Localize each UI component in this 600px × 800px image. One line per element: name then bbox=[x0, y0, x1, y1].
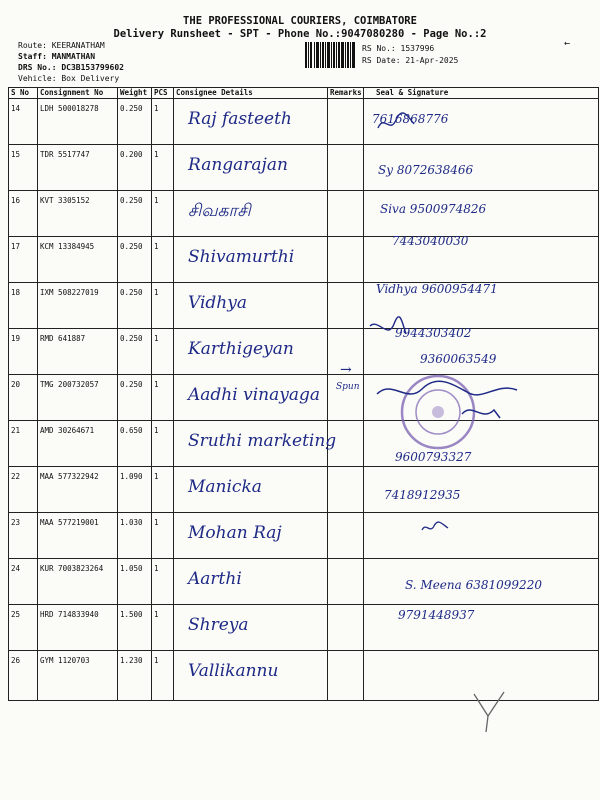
consignee-cell bbox=[174, 605, 328, 651]
remarks-cell bbox=[328, 651, 364, 701]
weight-cell: 0.200 bbox=[118, 145, 152, 191]
weight-cell: 0.250 bbox=[118, 191, 152, 237]
signature-23: 7418912935 bbox=[384, 488, 461, 502]
consignment-cell: TDR 5517747 bbox=[38, 145, 118, 191]
weight-cell: 0.650 bbox=[118, 421, 152, 467]
sno-cell: 15 bbox=[9, 145, 38, 191]
pcs-cell: 1 bbox=[152, 421, 174, 467]
consignment-cell: KCM 13384945 bbox=[38, 237, 118, 283]
remarks-cell bbox=[328, 191, 364, 237]
staff-label: Staff: MANMATHAN bbox=[18, 52, 96, 61]
sno-cell: 18 bbox=[9, 283, 38, 329]
signature-scribble-19 bbox=[368, 316, 408, 342]
pcs-cell: 1 bbox=[152, 605, 174, 651]
sno-cell: 24 bbox=[9, 559, 38, 605]
col-header: S No bbox=[9, 88, 38, 99]
consignee-cell bbox=[174, 237, 328, 283]
consignment-cell: RMD 641887 bbox=[38, 329, 118, 375]
table-header-row bbox=[9, 88, 599, 99]
remarks-cell bbox=[328, 559, 364, 605]
consignee-name: சிவகாசி bbox=[188, 201, 251, 221]
pcs-cell: 1 bbox=[152, 329, 174, 375]
consignee-name: Rangarajan bbox=[188, 155, 288, 175]
consignee-cell bbox=[174, 559, 328, 605]
route-label: Route: KEERANATHAM bbox=[18, 41, 105, 50]
consignment-cell: HRD 714833940 bbox=[38, 605, 118, 651]
consignee-cell bbox=[174, 191, 328, 237]
barcode-image bbox=[305, 42, 355, 68]
remarks-cell bbox=[328, 145, 364, 191]
pcs-cell: 1 bbox=[152, 375, 174, 421]
table-row bbox=[9, 421, 599, 467]
sno-cell: 17 bbox=[9, 237, 38, 283]
left-arrow-icon: ← bbox=[564, 38, 571, 49]
remarks-cell bbox=[328, 513, 364, 559]
consignee-cell bbox=[174, 513, 328, 559]
signature-15: Sy 8072638466 bbox=[378, 163, 474, 177]
weight-cell: 0.250 bbox=[118, 237, 152, 283]
sno-cell: 20 bbox=[9, 375, 38, 421]
table-row bbox=[9, 99, 599, 145]
consignee-name: Aarthi bbox=[188, 569, 242, 589]
col-header: Seal & Signature bbox=[364, 88, 599, 99]
sno-cell: 23 bbox=[9, 513, 38, 559]
remarks-cell bbox=[328, 283, 364, 329]
table-row bbox=[9, 191, 599, 237]
col-header: Remarks bbox=[328, 88, 364, 99]
table-row bbox=[9, 605, 599, 651]
weight-cell: 0.250 bbox=[118, 329, 152, 375]
col-header: Weight bbox=[118, 88, 152, 99]
signature-18: Vidhya 9600954471 bbox=[376, 282, 498, 296]
pcs-cell: 1 bbox=[152, 145, 174, 191]
consignee-name: Vidhya bbox=[188, 293, 247, 313]
consignment-cell: KVT 3305152 bbox=[38, 191, 118, 237]
consignee-cell bbox=[174, 467, 328, 513]
weight-cell: 1.090 bbox=[118, 467, 152, 513]
remarks-cell bbox=[328, 605, 364, 651]
weight-cell: 1.030 bbox=[118, 513, 152, 559]
consignee-name: Aadhi vinayaga bbox=[188, 385, 320, 405]
sno-cell: 16 bbox=[9, 191, 38, 237]
signature-14: 7616868776 bbox=[372, 112, 449, 126]
signature-cell bbox=[364, 513, 599, 559]
remarks-cell bbox=[328, 99, 364, 145]
consignment-cell: LDH 500018278 bbox=[38, 99, 118, 145]
signature-22: 9600793327 bbox=[395, 450, 472, 464]
consignee-name: Shreya bbox=[188, 615, 249, 635]
weight-cell: 1.050 bbox=[118, 559, 152, 605]
table-row bbox=[9, 237, 599, 283]
consignee-name: Sruthi marketing bbox=[188, 431, 337, 451]
runsheet-subtitle: Delivery Runsheet - SPT - Phone No.:9047080280 - Page No.:2 bbox=[113, 28, 487, 40]
consignee-name: Mohan Raj bbox=[188, 523, 282, 543]
col-header: Consignment No bbox=[38, 88, 118, 99]
remarks-cell bbox=[328, 467, 364, 513]
table-row bbox=[9, 651, 599, 701]
weight-cell: 0.250 bbox=[118, 375, 152, 421]
company-title: THE PROFESSIONAL COURIERS, COIMBATORE bbox=[183, 15, 417, 27]
sno-cell: 22 bbox=[9, 467, 38, 513]
sno-cell: 14 bbox=[9, 99, 38, 145]
col-header: PCS bbox=[152, 88, 174, 99]
signature-26: 9791448937 bbox=[398, 608, 475, 622]
weight-cell: 0.250 bbox=[118, 99, 152, 145]
consignee-cell bbox=[174, 145, 328, 191]
consignee-cell bbox=[174, 651, 328, 701]
weight-cell: 0.250 bbox=[118, 283, 152, 329]
rs-number: RS No.: 1537996 bbox=[362, 44, 435, 53]
signature-scribble-20-21 bbox=[372, 374, 532, 424]
consignee-cell bbox=[174, 99, 328, 145]
signature-scribble-14 bbox=[376, 112, 416, 138]
consignment-cell: MAA 577322942 bbox=[38, 467, 118, 513]
signature-16: Siva 9500974826 bbox=[380, 202, 487, 216]
consignee-name: Raj fasteeth bbox=[188, 109, 292, 129]
sno-cell: 25 bbox=[9, 605, 38, 651]
signature-20: 9360063549 bbox=[420, 352, 497, 366]
consignee-cell bbox=[174, 375, 328, 421]
consignment-cell: TMG 200732057 bbox=[38, 375, 118, 421]
pcs-cell: 1 bbox=[152, 559, 174, 605]
table-row bbox=[9, 467, 599, 513]
consignment-cell: AMD 30264671 bbox=[38, 421, 118, 467]
consignment-cell: GYM 1120703 bbox=[38, 651, 118, 701]
rs-date: RS Date: 21-Apr-2025 bbox=[362, 56, 459, 65]
signature-17: 7443040030 bbox=[392, 234, 469, 248]
sno-cell: 26 bbox=[9, 651, 38, 701]
pcs-cell: 1 bbox=[152, 467, 174, 513]
weight-cell: 1.500 bbox=[118, 605, 152, 651]
signature-19: 9944303402 bbox=[395, 326, 472, 340]
weight-cell: 1.230 bbox=[118, 651, 152, 701]
drs-number: DRS No.: DC3B153799602 bbox=[18, 63, 124, 72]
consignee-name: Manicka bbox=[188, 477, 262, 497]
arrow-icon: → bbox=[340, 362, 352, 378]
consignment-cell: IXM 508227019 bbox=[38, 283, 118, 329]
pen-mark bbox=[470, 690, 510, 735]
sno-cell: 19 bbox=[9, 329, 38, 375]
consignment-cell: MAA 577219001 bbox=[38, 513, 118, 559]
consignee-name: Shivamurthi bbox=[188, 247, 295, 267]
col-header: Consignee Details bbox=[174, 88, 328, 99]
consignee-cell bbox=[174, 329, 328, 375]
table-row bbox=[9, 145, 599, 191]
consignee-name: Vallikannu bbox=[188, 661, 279, 681]
consignee-cell bbox=[174, 421, 337, 467]
vehicle-label: Vehicle: Box Delivery bbox=[18, 74, 120, 83]
consignment-cell: KUR 7003823264 bbox=[38, 559, 118, 605]
consignee-name: Karthigeyan bbox=[188, 339, 294, 359]
pcs-cell: 1 bbox=[152, 283, 174, 329]
table-row bbox=[9, 283, 599, 329]
table-row bbox=[9, 329, 599, 375]
pcs-cell: 1 bbox=[152, 237, 174, 283]
consignee-cell bbox=[174, 283, 328, 329]
signature-scribble-24 bbox=[420, 518, 450, 538]
signature-25: S. Meena 6381099220 bbox=[405, 578, 542, 592]
pcs-cell: 1 bbox=[152, 651, 174, 701]
pcs-cell: 1 bbox=[152, 99, 174, 145]
remarks-cell bbox=[328, 237, 364, 283]
pcs-cell: 1 bbox=[152, 191, 174, 237]
pcs-cell: 1 bbox=[152, 513, 174, 559]
table-row bbox=[9, 513, 599, 559]
row20-note: Spun bbox=[336, 382, 360, 392]
sno-cell: 21 bbox=[9, 421, 38, 467]
